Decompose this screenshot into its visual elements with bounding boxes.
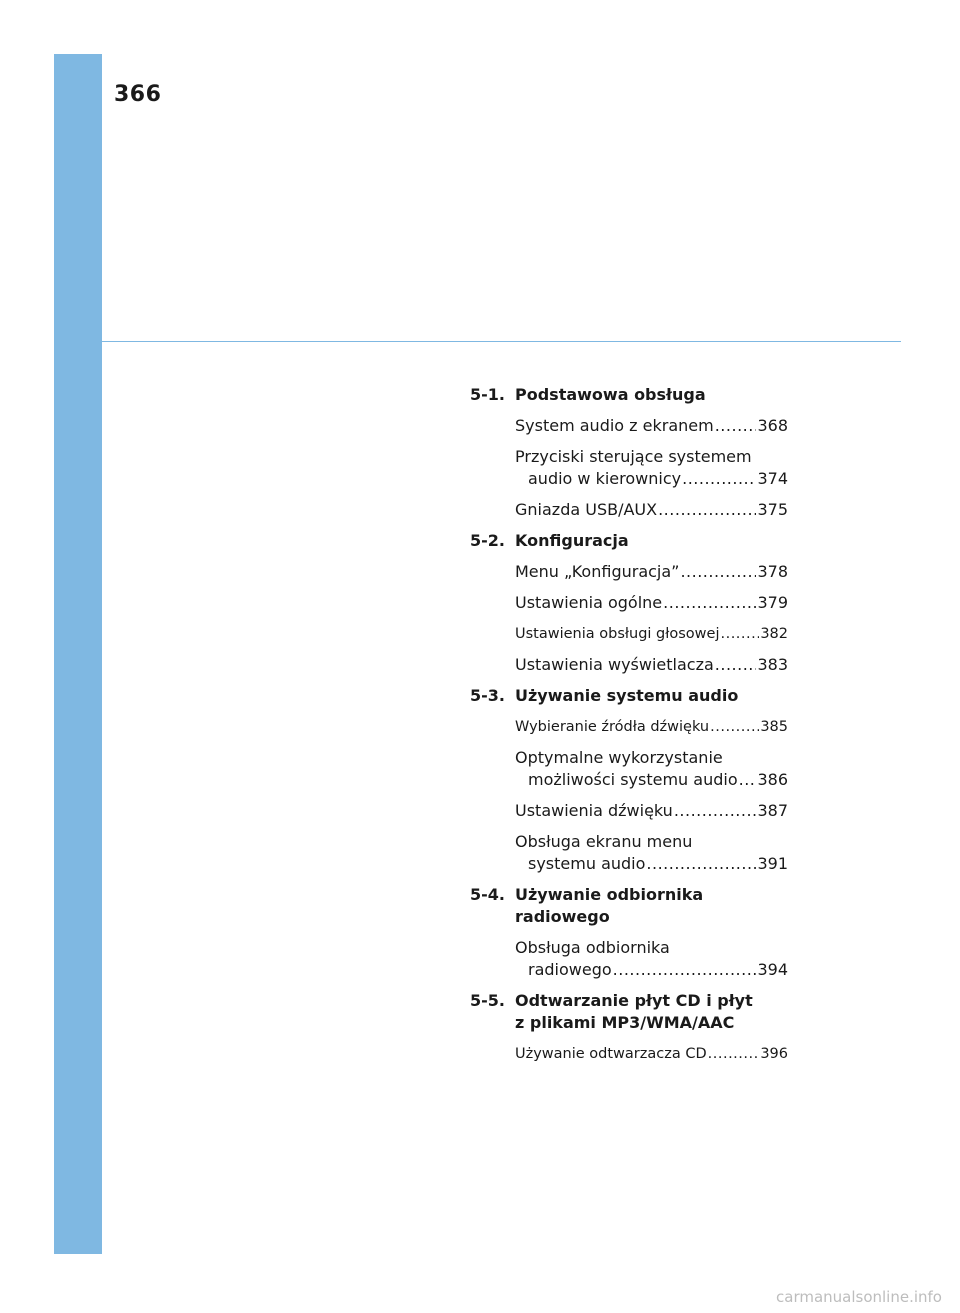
dot-leader	[710, 716, 759, 738]
section-heading[interactable]	[470, 880, 788, 933]
entry-title: radiowego	[528, 960, 612, 979]
entry-page: 375	[757, 500, 788, 519]
dot-leader	[646, 853, 756, 875]
entry-page: 382	[760, 626, 788, 642]
dot-leader	[663, 592, 756, 614]
entry-page: 387	[757, 801, 788, 820]
entry-title: System audio z ekranem	[515, 416, 714, 435]
header-divider	[102, 341, 901, 342]
section-heading[interactable]	[470, 986, 788, 1039]
dot-leader	[613, 959, 757, 981]
entry-title: Menu „Konfiguracja”	[515, 562, 680, 581]
entry-title: możliwości systemu audio	[528, 770, 738, 789]
entry-page: 394	[757, 960, 788, 979]
toc-entry[interactable]	[515, 442, 788, 495]
toc-entry[interactable]	[515, 796, 788, 827]
section-number: 5-3.	[470, 686, 505, 705]
entry-title: audio w kierownicy	[528, 469, 682, 488]
toc-entry[interactable]	[515, 933, 788, 986]
entry-page: 378	[757, 562, 788, 581]
entry-page: 368	[757, 416, 788, 435]
side-color-bar	[54, 54, 102, 1254]
section-heading[interactable]	[470, 681, 788, 712]
entry-title: Ustawienia ogólne	[515, 593, 663, 612]
section-title: Konfiguracja	[515, 531, 629, 550]
dot-leader	[674, 800, 757, 822]
toc-section	[470, 681, 788, 880]
entry-page: 386	[757, 770, 788, 789]
entry-page: 383	[757, 655, 788, 674]
entry-page: 396	[760, 1046, 788, 1062]
toc-entry[interactable]	[515, 827, 788, 880]
toc-entry[interactable]	[515, 1039, 788, 1070]
toc-entry[interactable]	[515, 743, 788, 796]
entry-title-line1: Obsługa odbiornika	[515, 938, 670, 957]
watermark-text: carmanualsonline.info	[776, 1288, 942, 1306]
entry-title-line1: Przyciski sterujące systemem	[515, 447, 752, 466]
toc-entry[interactable]	[515, 411, 788, 442]
section-title: Używanie systemu audio	[515, 686, 739, 705]
entry-page: 374	[757, 469, 788, 488]
dot-leader	[658, 499, 756, 521]
entry-title: Używanie odtwarzacza CD	[515, 1046, 707, 1062]
toc-section	[470, 880, 788, 986]
section-heading[interactable]	[470, 526, 788, 557]
dot-leader	[720, 623, 759, 645]
entry-title-line1: Obsługa ekranu menu	[515, 832, 693, 851]
toc-entry[interactable]	[515, 588, 788, 619]
entry-title: systemu audio	[528, 854, 646, 873]
entry-title: Ustawienia wyświetlacza	[515, 655, 714, 674]
entry-title: Ustawienia dźwięku	[515, 801, 673, 820]
toc-entry[interactable]	[515, 495, 788, 526]
entry-title: Wybieranie źródła dźwięku	[515, 719, 710, 735]
toc-entry[interactable]	[515, 619, 788, 650]
toc-entry[interactable]	[515, 650, 788, 681]
toc-section	[470, 380, 788, 526]
toc-section	[470, 526, 788, 681]
section-number: 5-2.	[470, 531, 505, 550]
section-title: Odtwarzanie płyt CD i płyt z plikami MP3/WMA/AAC	[515, 991, 753, 1032]
toc-section	[470, 986, 788, 1070]
entry-title: Gniazda USB/AUX	[515, 500, 658, 519]
dot-leader	[682, 468, 756, 490]
section-number: 5-5.	[470, 991, 505, 1010]
dot-leader	[708, 1043, 760, 1065]
dot-leader	[715, 415, 757, 437]
section-title: Używanie odbiornika radiowego	[515, 885, 704, 926]
toc-entry[interactable]	[515, 557, 788, 588]
section-number: 5-4.	[470, 885, 505, 904]
section-title: Podstawowa obsługa	[515, 385, 706, 404]
entry-title: Ustawienia obsługi głosowej	[515, 626, 720, 642]
section-heading[interactable]	[470, 380, 788, 411]
dot-leader	[739, 769, 757, 791]
entry-title-line1: Optymalne wykorzystanie	[515, 748, 723, 767]
page-number: 366	[114, 82, 162, 107]
toc-entry[interactable]	[515, 712, 788, 743]
entry-page: 391	[757, 854, 788, 873]
entry-page: 379	[757, 593, 788, 612]
entry-page: 385	[760, 719, 788, 735]
table-of-contents	[470, 380, 788, 1070]
section-number: 5-1.	[470, 385, 505, 404]
dot-leader	[680, 561, 756, 583]
dot-leader	[715, 654, 757, 676]
